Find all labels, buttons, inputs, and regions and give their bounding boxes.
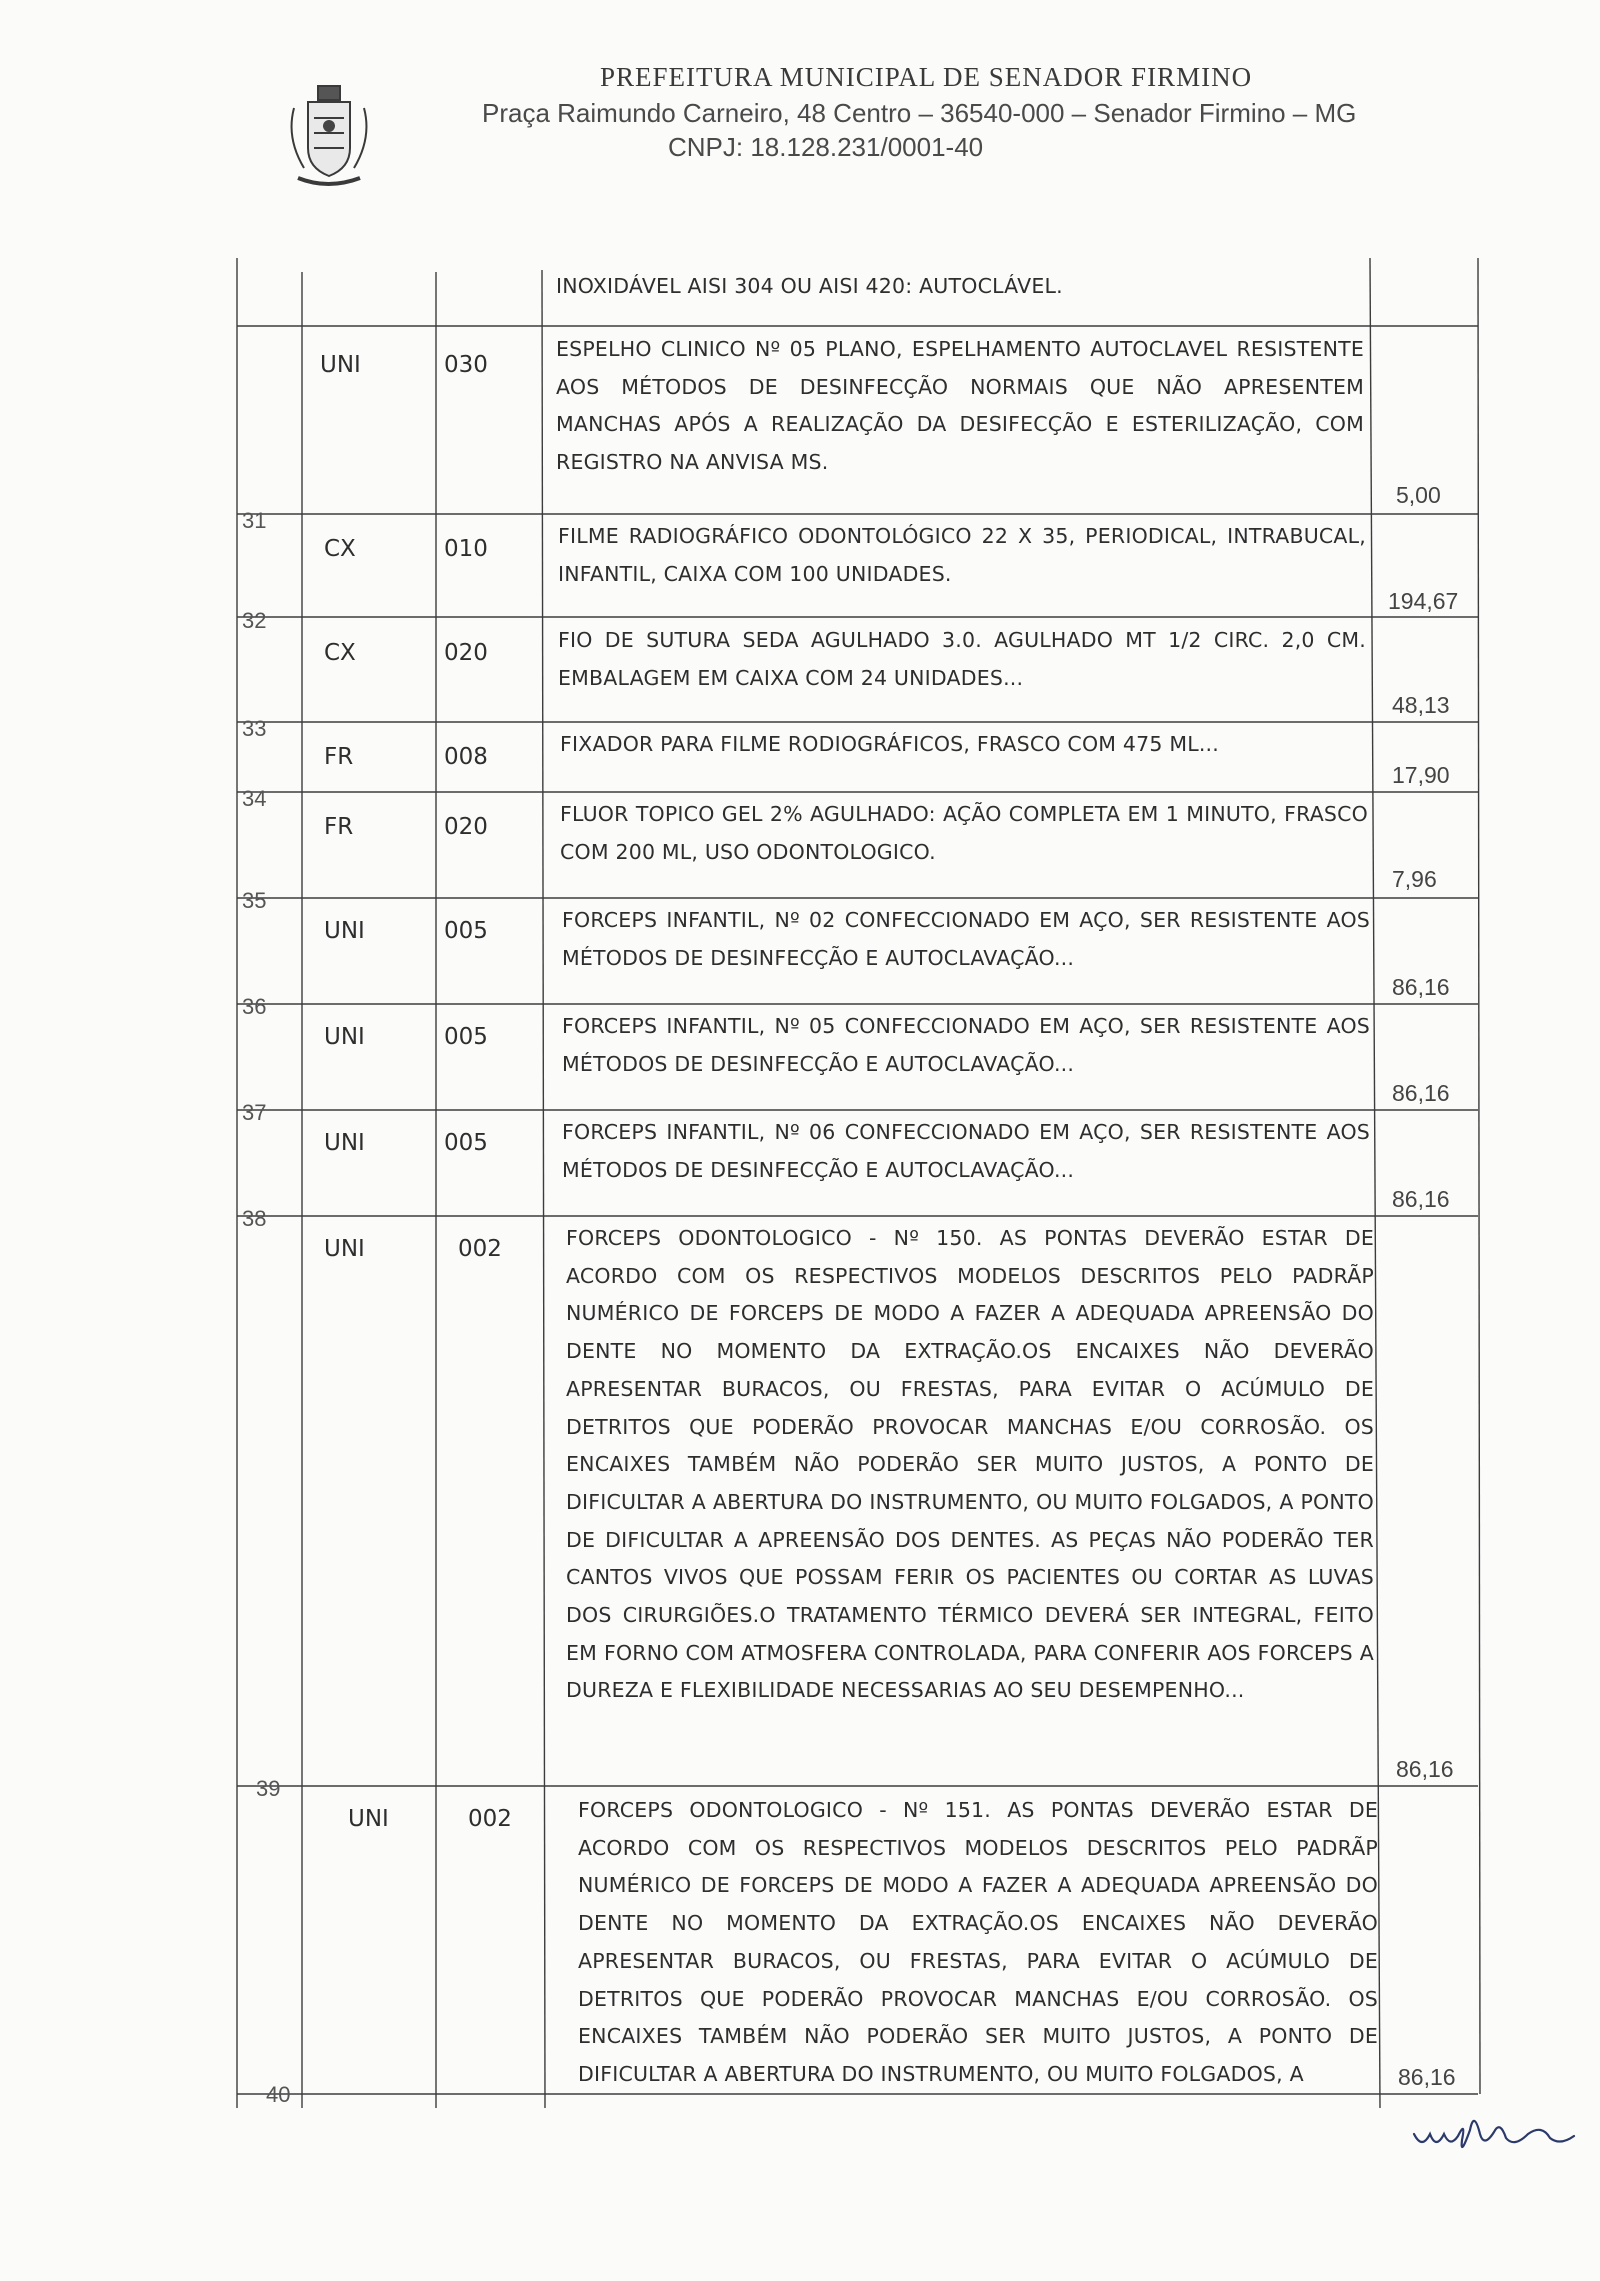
handwritten-signature bbox=[1410, 2100, 1590, 2160]
row-description: FORCEPS INFANTIL, Nº 05 CONFECCIONADO EM AÇO, SER RESISTENTE AOS MÉTODOS DE DESINFECÇÃO E AUTOCLAVAÇÃO... bbox=[562, 1014, 1370, 1076]
row-description: FILME RADIOGRÁFICO ODONTOLÓGICO 22 X 35, PERIODICAL, INTRABUCAL, INFANTIL, CAIXA COM 100 UNIDADES. bbox=[558, 524, 1366, 586]
row-description: FIXADOR PARA FILME RODIOGRÁFICOS, FRASCO COM 475 ML... bbox=[560, 732, 1219, 756]
continued-description: INOXIDÁVEL AISI 304 OU AISI 420: AUTOCLÁVEL. bbox=[556, 274, 1063, 298]
row-qty: 002 bbox=[458, 1236, 502, 1262]
row-unit: UNI bbox=[324, 1130, 365, 1156]
row-qty: 002 bbox=[468, 1806, 512, 1832]
row-item-number: 38 bbox=[242, 1206, 267, 1231]
row-unit: UNI bbox=[348, 1806, 389, 1832]
row-description: ESPELHO CLINICO Nº 05 PLANO, ESPELHAMENTO AUTOCLAVEL RESISTENTE AOS MÉTODOS DE DESINFECÇÃO NORMAIS QUE NÃO APRESENTEM MANCHAS APÓS A REALIZAÇÃO DA DESIFECÇÃO E ESTERILIZAÇÃO, COM REGISTRO NA ANVISA MS. bbox=[556, 337, 1364, 475]
row-qty: 020 bbox=[444, 814, 488, 840]
row-price: 86,16 bbox=[1392, 974, 1450, 1000]
row-price: 48,13 bbox=[1392, 692, 1450, 718]
row-qty: 020 bbox=[444, 640, 488, 666]
row-item-number: 34 bbox=[242, 786, 267, 811]
row-unit: CX bbox=[324, 640, 356, 666]
row-qty: 010 bbox=[444, 536, 488, 562]
row-description: FLUOR TOPICO GEL 2% AGULHADO: AÇÃO COMPLETA EM 1 MINUTO, FRASCO COM 200 ML, USO ODONTOLOGICO. bbox=[560, 802, 1368, 864]
row-qty: 008 bbox=[444, 744, 488, 770]
row-price: 17,90 bbox=[1392, 762, 1450, 788]
row-qty: 005 bbox=[444, 918, 488, 944]
row-item-number: 36 bbox=[242, 994, 267, 1019]
row-item-number: 35 bbox=[242, 888, 267, 913]
row-unit: FR bbox=[324, 744, 354, 770]
row-unit: UNI bbox=[324, 918, 365, 944]
row-item-number: 32 bbox=[242, 608, 267, 633]
row-price: 5,00 bbox=[1396, 482, 1441, 508]
row-unit: UNI bbox=[324, 1024, 365, 1050]
header-cnpj: CNPJ: 18.128.231/0001-40 bbox=[668, 132, 984, 162]
row-unit: CX bbox=[324, 536, 356, 562]
row-description: FIO DE SUTURA SEDA AGULHADO 3.0. AGULHADO MT 1/2 CIRC. 2,0 CM. EMBALAGEM EM CAIXA COM 24 UNIDADES... bbox=[558, 628, 1366, 690]
row-description: FORCEPS INFANTIL, Nº 06 CONFECCIONADO EM AÇO, SER RESISTENTE AOS MÉTODOS DE DESINFECÇÃO E AUTOCLAVAÇÃO... bbox=[562, 1120, 1370, 1182]
row-unit: FR bbox=[324, 814, 354, 840]
row-price: 86,16 bbox=[1398, 2064, 1456, 2090]
row-qty: 005 bbox=[444, 1130, 488, 1156]
row-price: 86,16 bbox=[1392, 1080, 1450, 1106]
row-item-number: 31 bbox=[242, 508, 267, 533]
row-item-number: 39 bbox=[256, 1776, 281, 1801]
row-item-number: 37 bbox=[242, 1100, 267, 1125]
row-qty: 030 bbox=[444, 352, 488, 378]
row-item-number: 33 bbox=[242, 716, 267, 741]
row-unit: UNI bbox=[320, 352, 361, 378]
row-item-number: 40 bbox=[266, 2082, 291, 2107]
row-price: 7,96 bbox=[1392, 866, 1437, 892]
row-unit: UNI bbox=[324, 1236, 365, 1262]
header-title: PREFEITURA MUNICIPAL DE SENADOR FIRMINO bbox=[600, 62, 1253, 92]
header-address: Praça Raimundo Carneiro, 48 Centro – 36540-000 – Senador Firmino – MG bbox=[482, 98, 1357, 128]
row-price: 194,67 bbox=[1388, 588, 1459, 614]
row-qty: 005 bbox=[444, 1024, 488, 1050]
row-price: 86,16 bbox=[1392, 1186, 1450, 1212]
row-description: FORCEPS ODONTOLOGICO - Nº 150. AS PONTAS DEVERÃO ESTAR DE ACORDO COM OS RESPECTIVOS MODELOS DESCRITOS PELO PADRÃP NUMÉRICO DE FORCEPS DE MODO A FAZER A ADEQUADA APREENSÃO DO DENTE NO MOMENTO DA EXTRAÇÃO.OS ENCAIXES NÃO DEVERÃO APRESENTAR BURACOS, OU FRESTAS, PARA EVITAR O ACÚMULO DE DETRITOS QUE PODERÃO PROVOCAR MANCHAS E/OU CORROSÃO. OS ENCAIXES TAMBÉM NÃO PODERÃO SER MUITO JUSTOS, A PONTO DE DIFICULTAR A ABERTURA DO INSTRUMENTO, OU MUITO FOLGADOS, A PONTO DE DIFICULTAR A APREENSÃO DOS DENTES. AS PEÇAS NÃO PODERÃO TER CANTOS VIVOS QUE POSSAM FERIR OS PACIENTES OU CORTAR AS LUVAS DOS CIRURGIÕES.O TRATAMENTO TÉRMICO DEVERÁ SER INTEGRAL, FEITO EM FORNO COM ATMOSFERA CONTROLADA, PARA CONFERIR AOS FORCEPS A DUREZA E FLEXIBILIDADE NECESSARIAS AO SEU DESEMPENHO... bbox=[566, 1226, 1374, 1703]
row-description: FORCEPS INFANTIL, Nº 02 CONFECCIONADO EM AÇO, SER RESISTENTE AOS MÉTODOS DE DESINFECÇÃO E AUTOCLAVAÇÃO... bbox=[562, 908, 1370, 970]
row-price: 86,16 bbox=[1396, 1756, 1454, 1782]
row-description: FORCEPS ODONTOLOGICO - Nº 151. AS PONTAS DEVERÃO ESTAR DE ACORDO COM OS RESPECTIVOS MODELOS DESCRITOS PELO PADRÃP NUMÉRICO DE FORCEPS DE MODO A FAZER A ADEQUADA APREENSÃO DO DENTE NO MOMENTO DA EXTRAÇÃO.OS ENCAIXES NÃO DEVERÃO APRESENTAR BURACOS, OU FRESTAS, PARA EVITAR O ACÚMULO DE DETRITOS QUE PODERÃO PROVOCAR MANCHAS E/OU CORROSÃO. OS ENCAIXES TAMBÉM NÃO PODERÃO SER MUITO JUSTOS, A PONTO DE DIFICULTAR A ABERTURA DO INSTRUMENTO, OU MUITO FOLGADOS, A bbox=[578, 1798, 1378, 2086]
